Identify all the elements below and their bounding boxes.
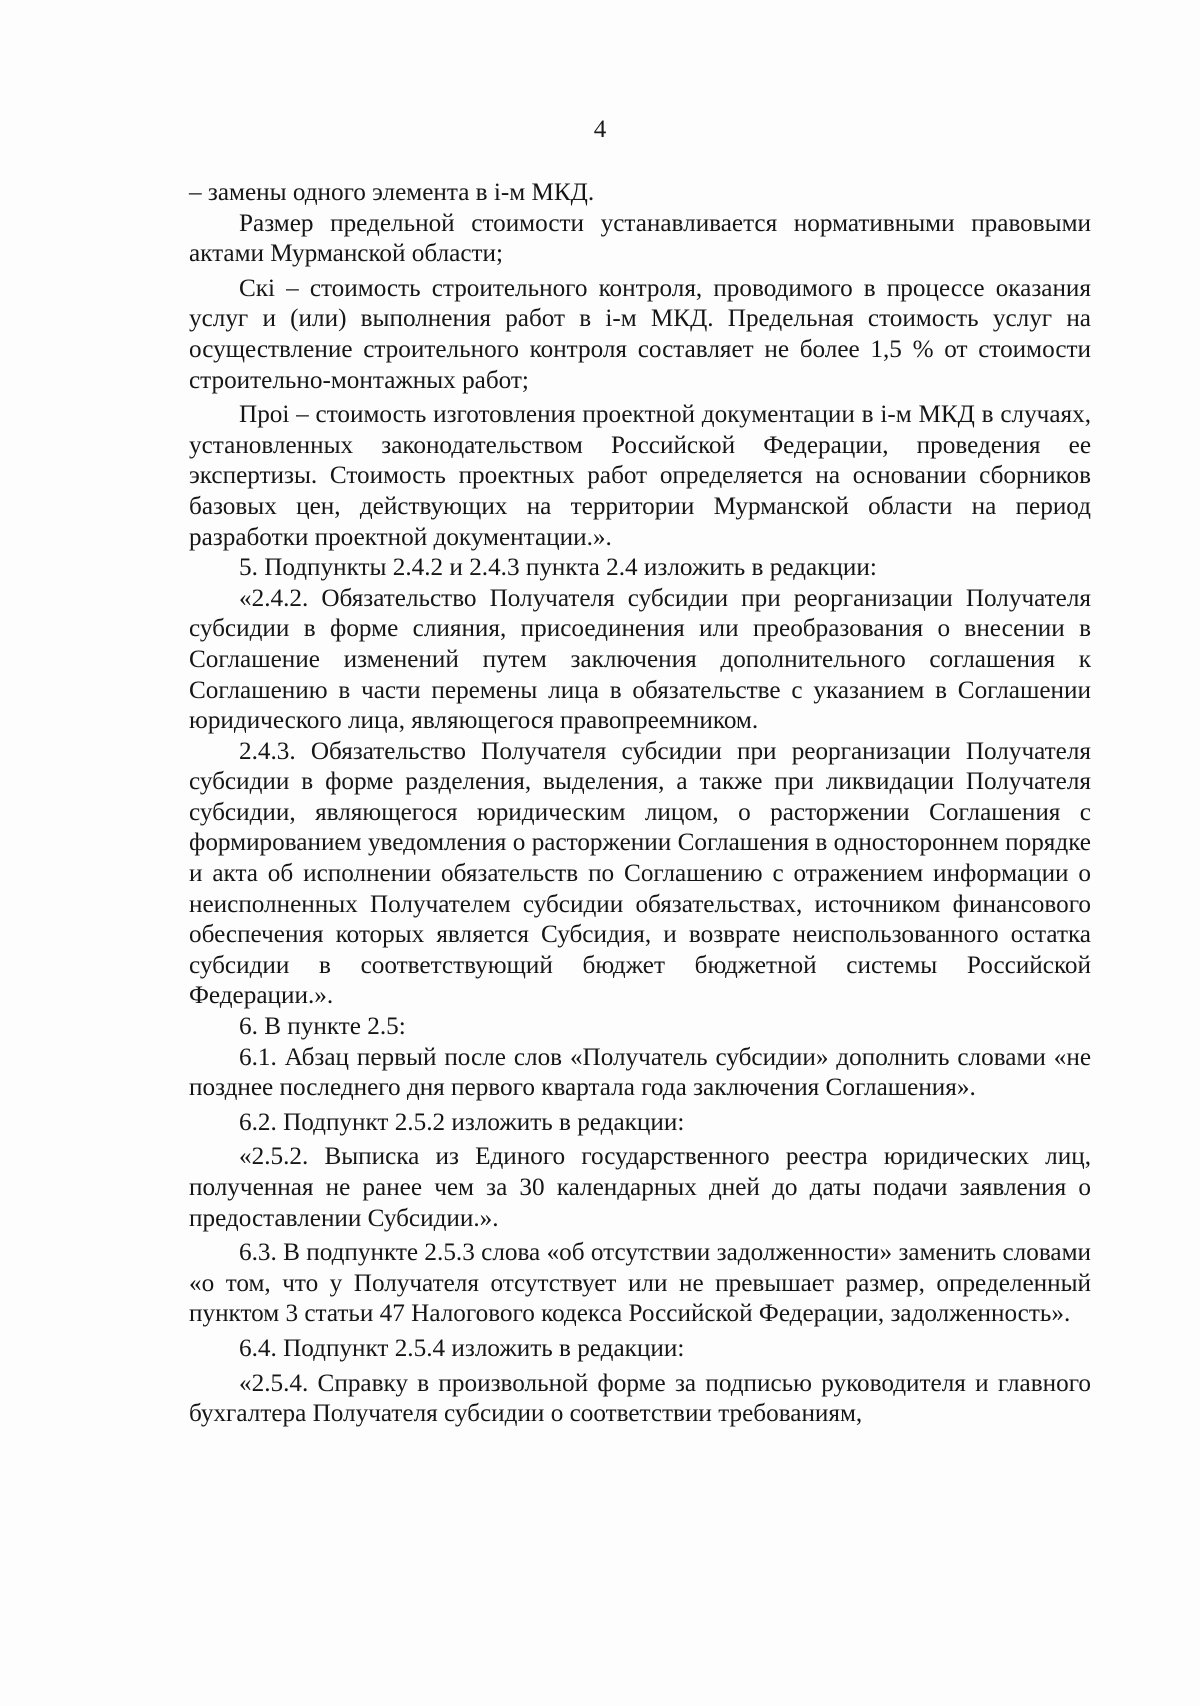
paragraph: Cкi – стоимость строительного контроля, проводимого в процессе оказания услуг и (или) выполнения работ в i-м МКД. Предельная стоимость услуг на осуществление строительного контроля составляет не более 1,5 % от стоимости строительно-монтажных работ; (189, 274, 1091, 394)
paragraph: Размер предельной стоимости устанавливается нормативными правовыми актами Мурманской области; (189, 209, 1091, 268)
paragraph: «2.4.2. Обязательство Получателя субсидии при реорганизации Получателя субсидии в форме слияния, присоединения или преобразования о внесении в Соглашение изменений путем заключения дополнительного соглашения к Соглашению в части перемены лица в обязательстве с указанием в Соглашении юридического лица, являющегося правопреемником. (189, 584, 1091, 735)
paragraph: 6.4. Подпункт 2.5.4 изложить в редакции: (239, 1334, 685, 1362)
paragraph: 5. Подпункты 2.4.2 и 2.4.3 пункта 2.4 изложить в редакции: (239, 554, 877, 582)
page-number: 4 (593, 116, 607, 143)
paragraph: 6. В пункте 2.5: (239, 1013, 406, 1041)
paragraph: 6.3. В подпункте 2.5.3 слова «об отсутствии задолженности» заменить словами «о том, что у Получателя отсутствует или не превышает размер, определенный пунктом 3 статьи 47 Налогового кодекса Российской Федерации, задолженность». (189, 1239, 1091, 1328)
paragraph: «2.5.2. Выписка из Единого государственного реестра юридических лиц, полученная не ранее чем за 30 календарных дней до даты подачи заявления о предоставлении Субсидии.». (189, 1143, 1091, 1232)
paragraph: 6.1. Абзац первый после слов «Получатель субсидии» дополнить словами «не позднее последнего дня первого квартала года заключения Соглашения». (189, 1043, 1091, 1102)
document-body (189, 178, 1091, 1430)
paragraph: 6.2. Подпункт 2.5.2 изложить в редакции: (239, 1108, 685, 1136)
paragraph: 2.4.3. Обязательство Получателя субсидии при реорганизации Получателя субсидии в форме разделения, выделения, а также при ликвидации Получателя субсидии, являющегося юридическим лицом, о расторжении Соглашения с формированием уведомления о расторжении Соглашения в одностороннем порядке и акта об исполнении обязательств по Соглашению с отражением информации о неисполненных Получателем субсидии обязательствах, источником финансового обеспечения которых является Субсидия, и возврате неиспользованного остатка субсидии в соответствующий бюджет бюджетной системы Российской Федерации.». (189, 737, 1091, 1010)
paragraph: Проi – стоимость изготовления проектной документации в i-м МКД в случаях, установленных законодательством Российской Федерации, проведения ее экспертизы. Стоимость проектных работ определяется на основании сборников базовых цен, действующих на территории Мурманской области на период разработки проектной документации.». (189, 401, 1091, 551)
paragraph: – замены одного элемента в i-м МКД. (189, 179, 595, 206)
paragraph: «2.5.4. Справку в произвольной форме за подписью руководителя и главного бухгалтера Получателя субсидии о соответствии требованиям, (189, 1369, 1091, 1428)
